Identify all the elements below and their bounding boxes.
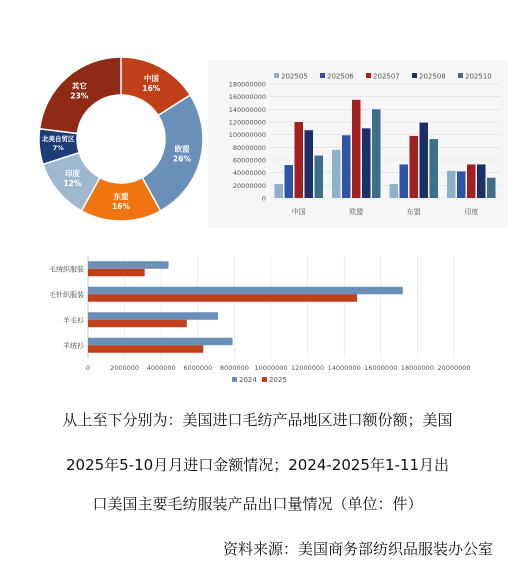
caption-line-3: 口美国主要毛纺服装产品出口量情况（单位：件） [92,495,423,513]
y-tick-label: 0 [261,194,266,203]
y-tick-label: 120000000 [228,118,266,127]
bar-202508-2 [420,123,429,198]
legend-swatch-202506 [320,73,325,78]
x-tick-label: 10000000 [254,364,288,372]
y-tick-label: 160000000 [228,93,266,102]
donut-chart-svg [36,54,206,224]
legend-swatch-2025 [262,377,267,382]
x-tick-label: 8000000 [219,364,249,372]
bar-202505-2 [390,184,399,198]
y-category-label: 毛绒织服装 [49,265,84,274]
x-tick-label: 20000000 [437,364,471,372]
y-tick-label: 140000000 [228,105,266,114]
legend-label-202508: 202508 [419,72,446,81]
legend-swatch-202505 [274,73,279,78]
legend-swatch-202508 [412,73,417,78]
x-category-label: 欧盟 [349,208,364,216]
legend-label-2024: 2024 [239,376,257,384]
hbar-2025-2 [88,320,187,328]
y-tick-label: 80000000 [232,143,266,152]
legend-swatch-202507 [366,73,371,78]
bar-202505-3 [447,171,456,198]
legend-label-202507: 202507 [373,72,400,81]
donut-pct-0: 16% [142,83,161,93]
column-chart [208,60,508,228]
donut-label-5: 其它 [71,81,87,91]
bar-202505-1 [332,150,341,198]
y-category-label: 毛针织服装 [49,290,84,299]
x-tick-label: 0 [85,364,91,372]
hbar-2024-2 [88,312,218,320]
legend-label-202510: 202510 [465,72,492,81]
bar-202510-3 [487,178,496,198]
y-tick-label: 20000000 [232,181,266,190]
legend-swatch-2024 [232,377,237,382]
bar-202507-3 [467,164,476,198]
x-category-label: 中国 [291,208,306,216]
bar-202507-2 [410,136,419,198]
bar-202507-1 [352,100,361,198]
legend-label-202505: 202505 [281,72,308,81]
bar-202506-2 [400,164,409,198]
donut-pct-4: 7% [52,143,64,152]
bar-202506-3 [457,171,466,198]
x-tick-label: 4000000 [146,364,176,372]
donut-label-3: 印度 [64,169,80,179]
bar-202510-2 [430,139,439,198]
bar-202508-1 [362,128,371,198]
donut-label-1: 欧盟 [174,144,190,154]
x-tick-label: 16000000 [364,364,398,372]
y-category-label: 羊绒衫 [63,341,84,350]
caption-line-1: 从上至下分别为：美国进口毛纺产品地区进口额份额；美国 [62,411,453,429]
legend-label-202506: 202506 [327,72,354,81]
bar-202510-1 [372,109,381,198]
hbar-2024-3 [88,338,233,346]
donut-label-4: 北美自贸区 [42,134,75,143]
horizontal-bar-chart-svg [36,254,476,390]
legend-label-2025: 2025 [269,376,287,384]
donut-pct-2: 16% [112,202,130,211]
horizontal-bar-chart [36,254,476,390]
legend-swatch-202510 [458,73,463,78]
x-tick-label: 14000000 [327,364,361,372]
bar-202506-0 [285,165,294,198]
bar-202510-0 [315,156,324,198]
caption-line-2: 2025年5-10月月进口金额情况；2024-2025年1-11月出 [65,456,450,474]
donut-pct-5: 23% [70,91,89,101]
hbar-2024-0 [88,261,169,269]
bar-202505-0 [275,184,284,198]
donut-pct-3: 12% [63,179,82,189]
bar-202506-1 [342,135,351,198]
x-tick-label: 6000000 [183,364,213,372]
bar-202508-0 [305,130,314,198]
donut-chart [36,54,206,224]
y-tick-label: 40000000 [232,169,266,178]
bar-202507-0 [295,122,304,198]
y-category-label: 羊毛衫 [63,316,84,325]
hbar-2024-1 [88,287,403,295]
source-note: 资料来源：美国商务部纺织品服装办公室 [222,540,493,558]
x-tick-label: 12000000 [291,364,325,372]
y-tick-label: 180000000 [228,80,266,89]
x-tick-label: 18000000 [400,364,434,372]
bar-202508-3 [477,164,486,198]
x-tick-label: 2000000 [110,364,140,372]
x-category-label: 印度 [464,208,479,216]
hbar-2025-1 [88,294,357,302]
donut-label-0: 中国 [143,73,159,83]
hbar-2025-0 [88,269,145,277]
donut-label-2: 东盟 [113,192,129,201]
y-tick-label: 60000000 [232,156,266,165]
donut-pct-1: 26% [173,154,191,164]
column-chart-svg [208,60,508,228]
y-tick-label: 100000000 [228,131,266,140]
hbar-2025-3 [88,345,203,353]
x-category-label: 东盟 [406,208,421,216]
